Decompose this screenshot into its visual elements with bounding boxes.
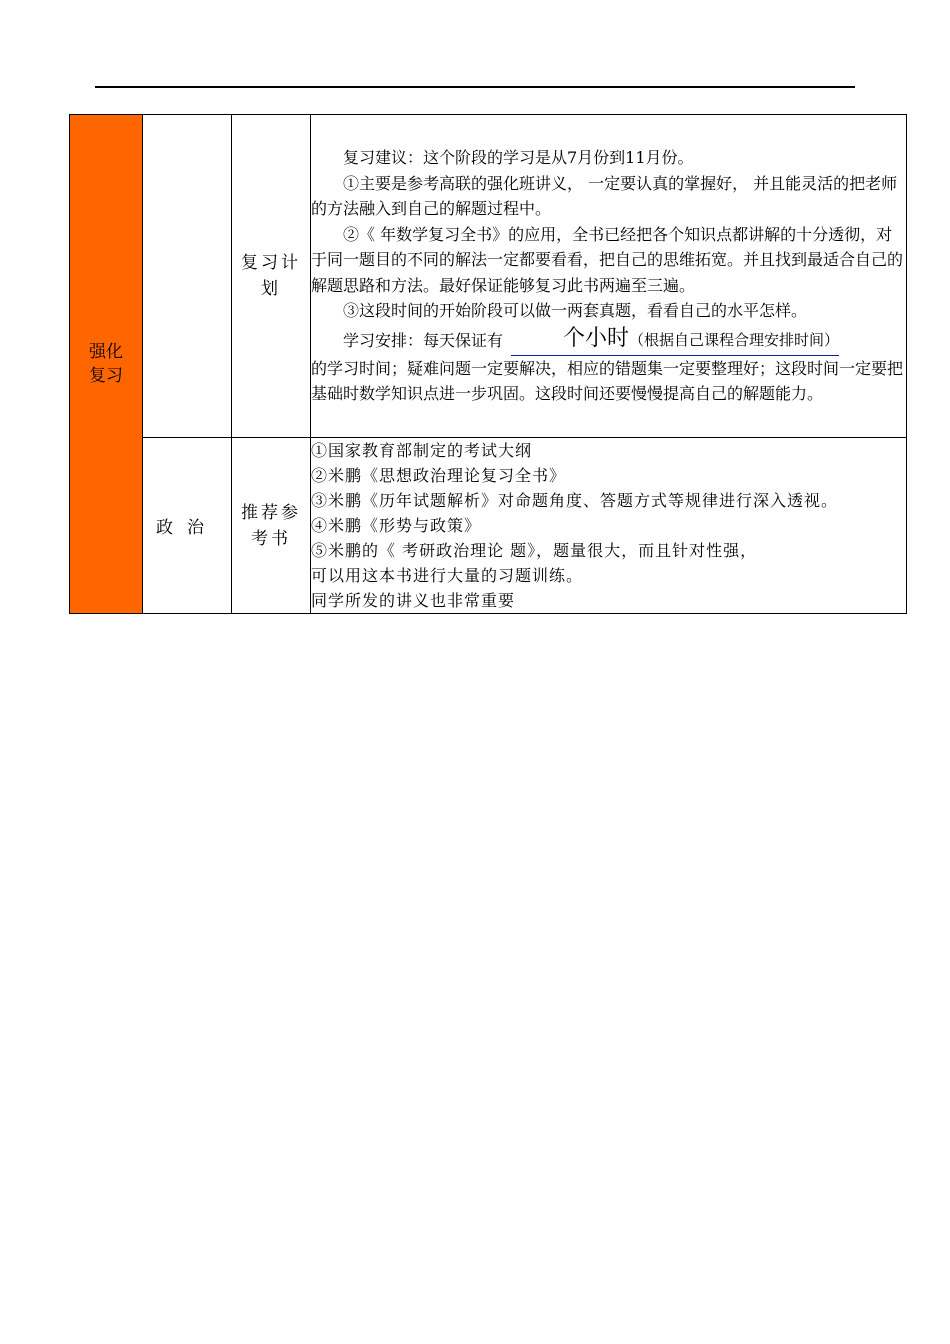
book-item-handouts: 同学所发的讲义也非常重要	[311, 591, 516, 610]
review-advice: 复习建议：这个阶段的学习是从7月份到11月份。	[343, 148, 694, 168]
kind-label: 推荐参考书	[241, 502, 301, 549]
book-item-1: ①国家教育部制定的考试大纲	[311, 441, 533, 460]
study-plan-table	[69, 114, 907, 614]
hours-blank	[511, 324, 839, 356]
kind-label: 复习计划	[241, 253, 301, 299]
subject-cell-politics: 政治	[143, 438, 232, 614]
book-item-3: ③米鹏《历年试题解析》对命题角度、答题方式等规律进行深入透视。	[311, 491, 839, 510]
subject-cell-empty	[143, 115, 232, 438]
book-item-5-cont: 可以用这本书进行大量的习题训练。	[311, 566, 584, 585]
book-item-4: ④米鹏《形势与政策》	[311, 516, 482, 535]
review-point-2: ②《 年数学复习全书》的应用，全书已经把各个知识点都讲解的十分透彻，对于同一题目的不同的解法一定都要看看，把自己的思维拓宽。并且找到最适合自己的解题思路和方法。最好保证能够复习此书两遍至三遍。	[311, 224, 904, 295]
header-rule	[95, 86, 855, 88]
kind-cell-reference-books	[232, 438, 311, 614]
arrangement-note: （根据自己课程合理安排时间）	[629, 330, 840, 349]
table-row	[70, 115, 907, 438]
review-point-3: ③这段时间的开始阶段可以做一两套真题，看看自己的水平怎样。	[343, 301, 808, 321]
stage-label: 强化复习	[89, 342, 123, 386]
book-item-5: ⑤米鹏的《 考研政治理论 题》，题量很大，而且针对性强，	[311, 541, 758, 560]
kind-cell-review-plan	[232, 115, 311, 438]
review-point-1: ①主要是参考高联的强化班讲义， 一定要认真的掌握好， 并且能灵活的把老师的方法融入到自己的解题过程中。	[311, 173, 898, 219]
arrangement-rest: 的学习时间；疑难问题一定要解决，相应的错题集一定要整理好；这段时间一定要把基础时数学知识点进一步巩固。这段时间还要慢慢提高自己的解题能力。	[311, 358, 904, 404]
review-plan-content	[311, 115, 907, 438]
table-row	[70, 438, 907, 614]
stage-cell	[70, 115, 143, 614]
study-arrangement	[311, 324, 906, 356]
arrangement-prefix: 学习安排：每天保证有	[343, 330, 504, 350]
hours-text: 个小时	[563, 325, 630, 351]
reference-books-content	[311, 438, 907, 614]
book-item-2: ②米鹏《思想政治理论复习全书》	[311, 466, 567, 485]
